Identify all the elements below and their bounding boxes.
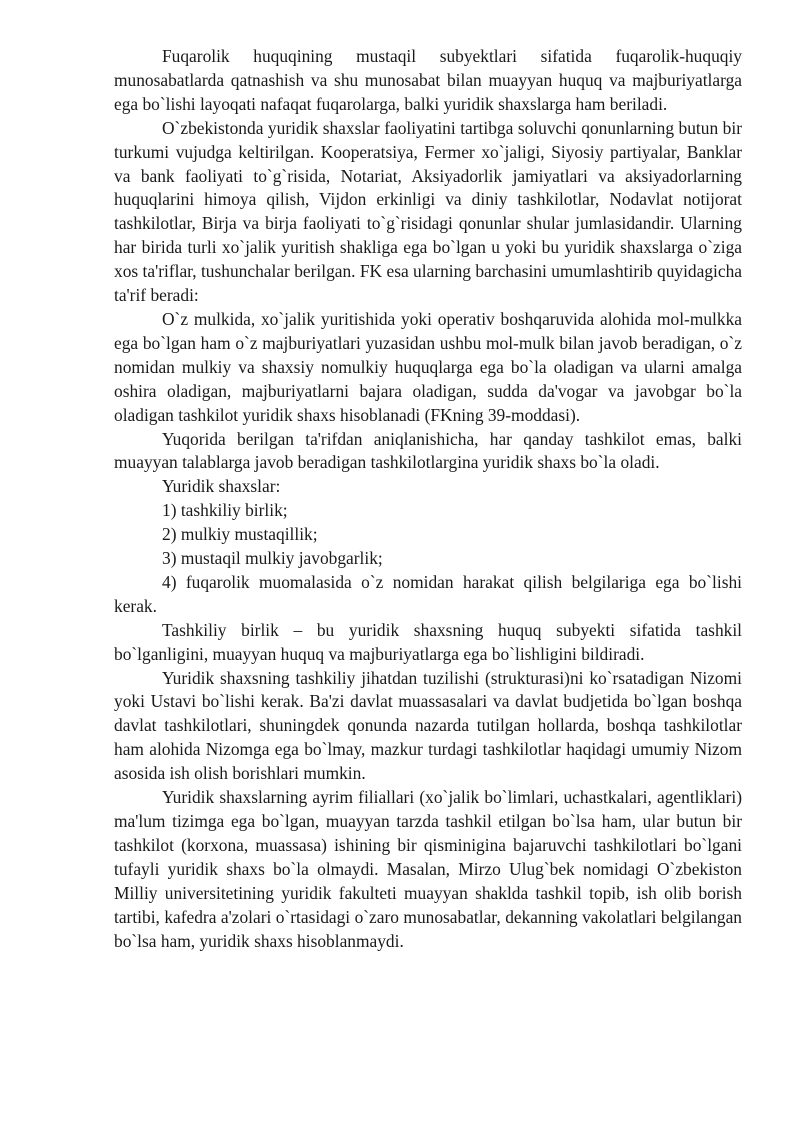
- paragraph-legal-entity-definition: O`z mulkida, xo`jalik yuritishida yoki operativ boshqaruvida alohida mol-mulkka ega bo`lgan ham o`z majburiyatlari yuzasidan ushbu mol-mulk bilan javob beradigan, o`z nomidan mulkiy va shaxsiy nomulkiy huquqlarga ega bo`la oladigan va ularni amalga oshira oladigan, majburiyatlarni bajara oladigan, sudda da'vogar va javobgar bo`la oladigan tashkilot yuridik shaxs hisoblanadi (FKning 39-moddasi).: [114, 308, 742, 425]
- paragraph-charter: Yuridik shaxsning tashkiliy jihatdan tuzilishi (strukturasi)ni ko`rsatadigan Nizomi yoki Ustavi bo`lishi kerak. Ba'zi davlat muassasalari va davlat budjetida bo`lgan boshqa davlat tashkilotlari, shuningdek qonunda nazarda tutilgan hollarda, boshqa tashkilotlar ham alohida Nizomga ega bo`lmay, mazkur turdagi tashkilotlar haqidagi umumiy Nizom asosida ish olish borishlari mumkin.: [114, 667, 742, 784]
- list-item: 4) fuqarolik muomalasida o`z nomidan harakat qilish belgilariga ega bo`lishi kerak.: [114, 571, 742, 616]
- list-heading: Yuridik shaxslar:: [162, 476, 281, 497]
- paragraph-requirements: Yuqorida berilgan ta'rifdan aniqlanishicha, har qanday tashkilot emas, balki muayyan talablarga javob beradigan tashkilotlargina yuridik shaxs bo`la oladi.: [114, 428, 742, 473]
- paragraph-branches: Yuridik shaxslarning ayrim filiallari (xo`jalik bo`limlari, uchastkalari, agentliklari) ma'lum tizimga ega bo`lgan, muayyan tarzda tashkil etilgan bo`lsa ham, ular butun bir tashkilot (korxona, muassasa) ishining bir qisminigina bajaruvchi tashkilotlari bo`lgani tufayli yuridik shaxs bo`la olmaydi. Masalan, Mirzo Ulug`bek nomidagi O`zbekiston Milliy universitetining yuridik fakulteti muayyan shaklda tashkil topib, ish olib borish tartibi, kafedra a'zolari o`rtasidagi o`zaro munosabatlar, dekanning vakolatlari belgilangan bo`lsa ham, yuridik shaxs hisoblanmaydi.: [114, 787, 742, 951]
- list-item: 1) tashkiliy birlik;: [162, 500, 288, 521]
- list-item: 3) mustaqil mulkiy javobgarlik;: [162, 548, 383, 569]
- list-item: 2) mulkiy mustaqillik;: [162, 524, 318, 545]
- paragraph-legal-capacity: Fuqarolik huquqining mustaqil subyektlari sifatida fuqarolik-huquqiy munosabatlarda qatnashish va shu munosabat bilan muayyan huquq va majburiyatlarga ega bo`lishi layoqati nafaqat fuqarolarga, balki yuridik shaxslarga ham beriladi.: [114, 46, 742, 114]
- paragraph-organizational-unity: Tashkiliy birlik – bu yuridik shaxsning huquq subyekti sifatida tashkil bo`lganligini, muayyan huquq va majburiyatlarga ega bo`lishligini bildiradi.: [114, 619, 742, 664]
- paragraph-laws-overview: O`zbekistonda yuridik shaxslar faoliyatini tartibga soluvchi qonunlarning butun bir turkumi vujudga keltirilgan. Kooperatsiya, Fermer xo`jaligi, Siyosiy partiyalar, Banklar va bank faoliyati to`g`risida, Notariat, Aksiyadorlik jamiyatlari va aksiyadorlarning huquqlarini himoya qilish, Vijdon erkinligi va diniy tashkilotlar, Nodavlat notijorat tashkilotlar, Birja va birja faoliyati to`g`risidagi qonunlar shular jumlasidandir. Ularning har birida turli xo`jalik yuritish shakliga ega bo`lgan u yoki bu yuridik shaxslarga o`ziga xos ta'rіflar, tushunchalar berilgan. FK esa ularning barchasini umumlashtirib quyidagicha ta'rif beradi:: [114, 117, 742, 306]
- document-page: [114, 45, 742, 953]
